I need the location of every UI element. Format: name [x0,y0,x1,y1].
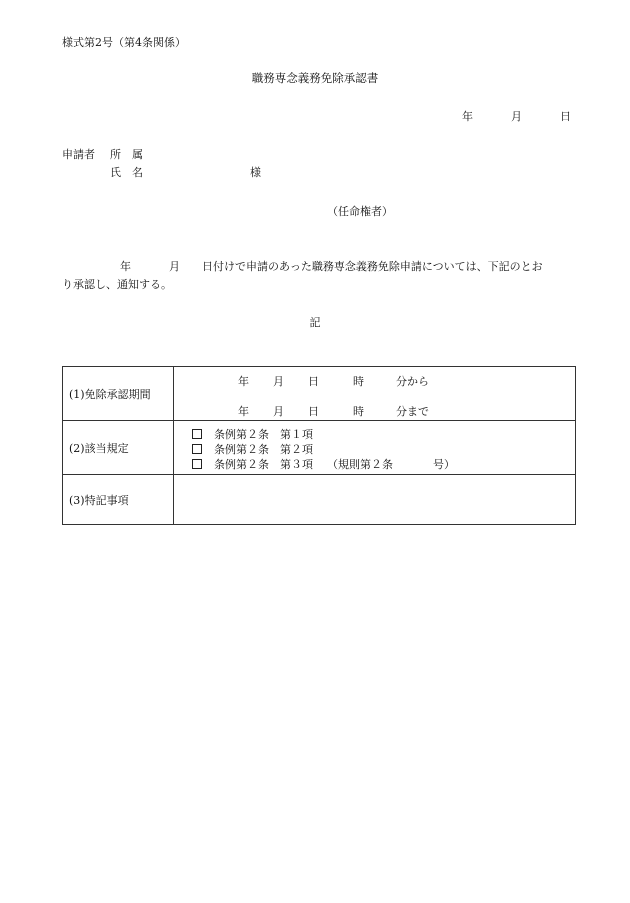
body-text-line-1: 日付けで申請のあった職務専念義務免除申請については、下記のとお [202,260,543,273]
document-title: 職務専念義務免除承認書 [251,71,379,85]
period-from: 年 月 日 時 分から [238,375,429,388]
notes-row [63,475,576,525]
name-label: 氏 名 [110,166,143,179]
clause-value [174,421,576,475]
period-row [63,367,576,421]
period-label: (1)免除承認期間 [63,367,174,421]
clause-option-1[interactable]: 条例第２条 第１項 [192,426,313,442]
body-date-year: 年 [120,260,131,273]
period-to: 年 月 日 時 分まで [238,405,429,418]
details-table [62,366,576,525]
body-text-line-2: り承認し、通知する。 [62,278,172,291]
notes-value[interactable] [174,475,576,525]
form-number: 様式第2号（第4条関係） [62,36,186,49]
date-day: 日 [560,110,571,123]
period-value [174,367,576,421]
ki-heading: 記 [309,316,321,329]
checkbox-icon[interactable] [192,429,202,439]
clause-label: (2)該当規定 [63,421,174,475]
notes-label: (3)特記事項 [63,475,174,525]
clause-option-2[interactable]: 条例第２条 第２項 [192,441,313,457]
issue-date [462,108,571,124]
clause-row [63,421,576,475]
body-date-month: 月 [169,260,180,273]
date-year: 年 [462,110,473,123]
appointing-authority: （任命権者） [327,205,393,218]
honorific-sama: 様 [250,166,261,179]
checkbox-icon[interactable] [192,459,202,469]
clause-option-3[interactable]: 条例第２条 第３項 （規則第２条 号） [192,456,455,472]
date-month: 月 [511,110,522,123]
applicant-label: 申請者 [62,148,95,161]
body-line-1 [62,258,578,274]
department-label: 所 属 [110,148,143,161]
checkbox-icon[interactable] [192,444,202,454]
